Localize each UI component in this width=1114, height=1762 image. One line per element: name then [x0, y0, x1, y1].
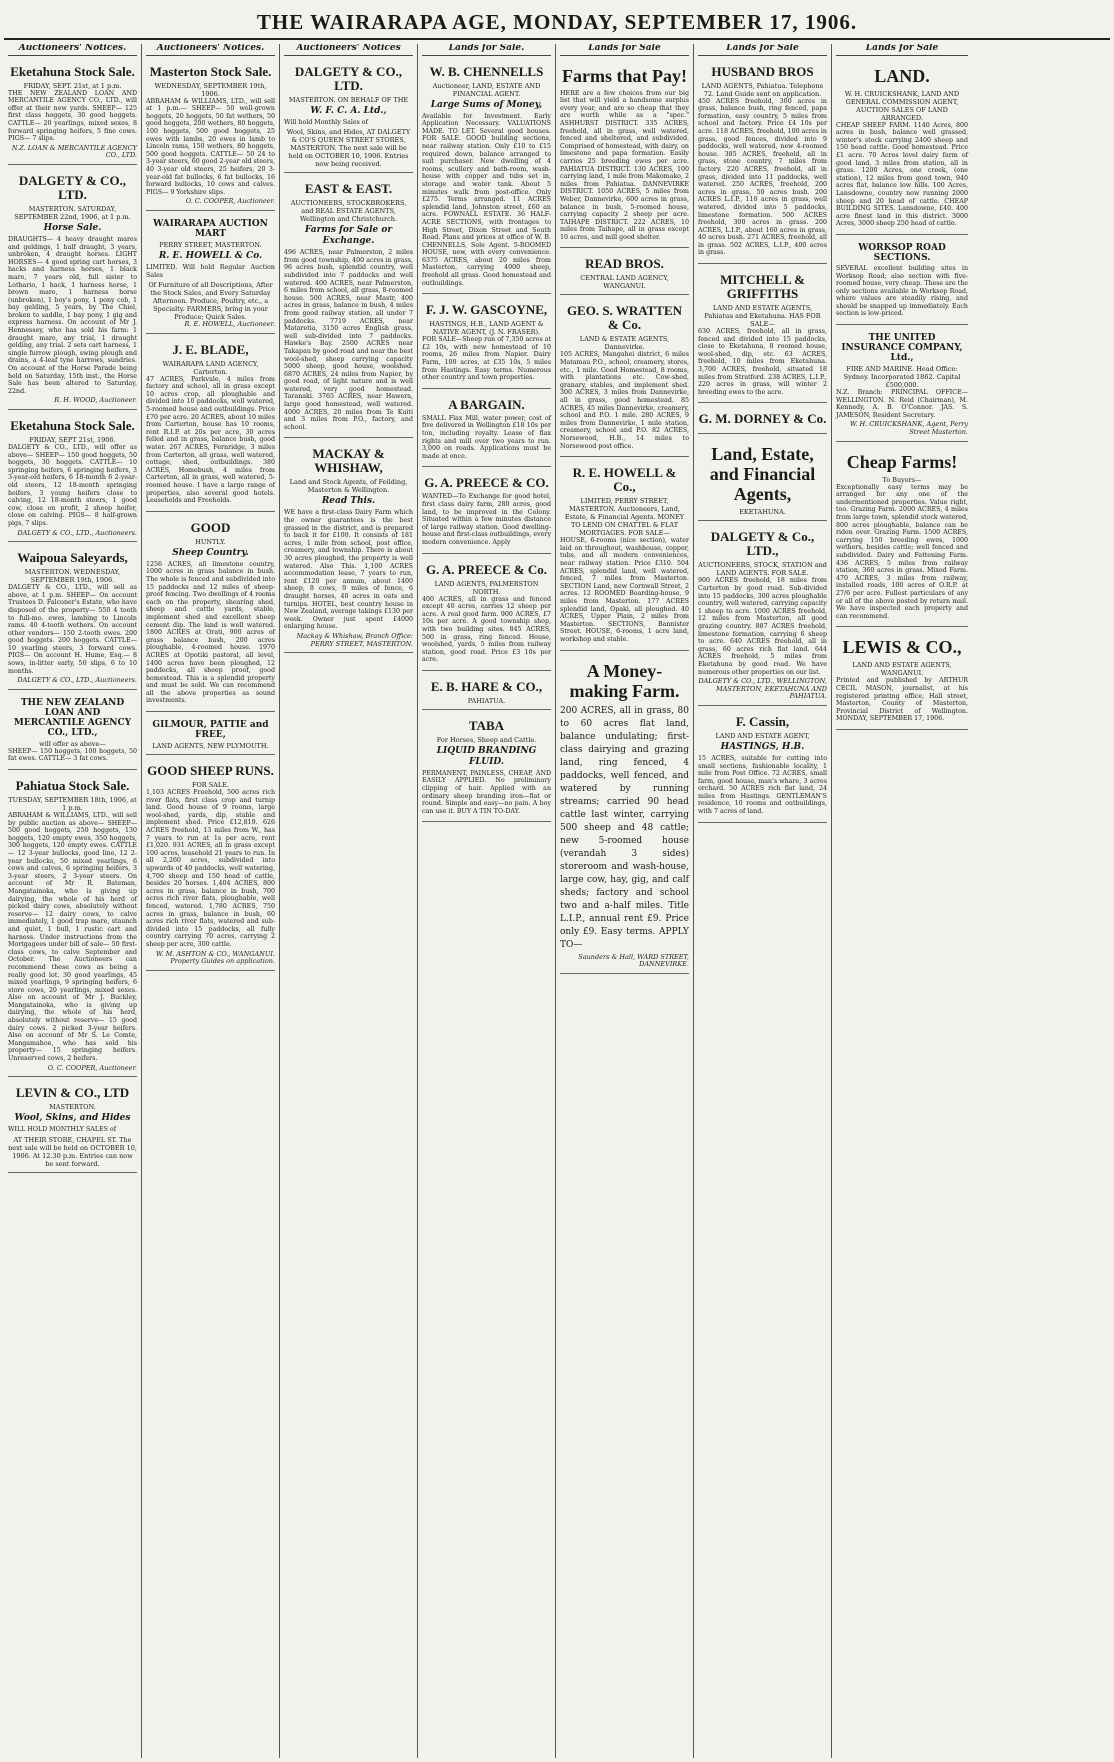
- advertisement: [836, 328, 968, 442]
- column-header: Lands for Sale: [698, 44, 827, 56]
- ad-signature: O. C. COOPER, Auctioneer.: [47, 1063, 137, 1072]
- advertisement: [146, 337, 275, 512]
- ad-subtitle: FIRE AND MARINE. Head Office: Sydney. Incorporated 1862. Capital £500,000.: [843, 365, 961, 390]
- ad-subtitle: LAND AND ESTATE AGENT,: [715, 731, 810, 740]
- ad-subtitle: TUESDAY, SEPTEMBER 18th, 1906, at 1 p.m.: [8, 796, 137, 813]
- ad-subtitle: will offer as above—: [39, 739, 106, 748]
- ad-body-text: HERE are a few choices from our big list that will yield a handsome surplus every year, and are so cheap that they are worth while as a "spec." ASHHURST DISTRICT. 335 ACRES, freehold, all in grass, well watered, fenced and sheltered, and subdivided. Comprised of homestead, with dairy, on limestone and papa formation. Easily carries 25 breeding ewes per acre. PAHIATUA DISTRICT. 130 ACRES, 100 carrying land, 1 mile from Makomako, 2 miles from Pahiatua. DANNEVIRKE DISTRICT. 1050 ACRES, 5 miles from Weber, Dannevirke, 600 acres in grass, balance in bush, 5-roomed house, carrying capacity 2 sheep per acre. TAIHAPE DISTRICT. 222 ACRES, 10 miles from Taihape, all in grass except 10 acres, and mill good shelter.: [560, 89, 689, 241]
- ad-title: G. M. DORNEY & Co.: [698, 411, 827, 427]
- column-header: Auctioneers' Notices.: [146, 44, 275, 56]
- ad-heading: Farms that Pay!: [562, 65, 687, 86]
- advertisement: [8, 413, 137, 542]
- ad-heading: Large Sums of Money,: [430, 99, 543, 110]
- column-2: [142, 44, 280, 1758]
- ad-title: MACKAY & WHISHAW,: [312, 446, 385, 476]
- ad-heading: Wool, Skins, and Hides: [14, 1113, 131, 1124]
- ad-body-text: 1,103 ACRES Freehold, 500 acres rich river flats, first class crop and turnip land. Good house of 9 rooms, large wool-shed, yards, dip, stable and implement shed. Price £12,819. 626 ACRES freehold, 13 miles from W., has 7 years to run at 1s per acre, rent £1,020. 931 ACRES, all in grass except 100 acres, leasehold 21 years to run. In all 2,260 acres, subdivided into upwards of 40 paddocks, well watering, 4,700 sheep and 150 head of cattle, besides 20 horses. 1,404 ACRES, 800 acres in grass, balance in bush, 700 acres rich river flats, ploughable, well fenced, watered. 1,780 ACRES, 750 acres in grass, balance in bush, 60 acres rich river flats, watered and sub-divided into 15 paddocks, all fully country carrying 70 acres, carrying 2 sheep per acre, 300 cattle.: [146, 789, 275, 948]
- ad-body-text: DRAUGHTS— 4 heavy draught mares and geldings, 1 half draught, 3 years, unbroken, 4 draught horses. LIGHT HORSES— 4 good spring cart horses, 3 hacks and harness horses, 1 black mare, 7 years old, full sister to Lothario, 1 hack, 1 harness horse, 1 brown mare, 1 harness horse (unbroken), 1 boy's pony, 1 pony cob, 1 bay gelding, 5 years, by The Chiel, broken to saddle, 1 bay pony, 1 gig and express harness. On account of Mr J. Hennessey, who has sold his farm: 1 draught mare, any trial, 1 draught gelding, any trial. 2 sets cart harness, 1 single furrow plough, swing plough and drains, a 4-leaf tyne harrows, sundries. On account of the Horse Parade being held on Saturday, 15th inst., the Horse Sale has been altered to Saturday, 22nd.: [8, 235, 137, 395]
- ad-title: THE UNITED INSURANCE COMPANY, Ltd.,: [841, 333, 963, 364]
- ad-subtitle: AUCTIONEERS, STOCKBROKERS, and REAL ESTATE AGENTS, Wellington and Christchurch.: [290, 199, 407, 224]
- ad-body-text: 1256 ACRES, all limestone country, 1000 acres in grass balance in bush. The whole is fenced and subdivided into 15 paddocks and 12 miles of sheep-proof fencing. Two dwellings of 4 rooms each on the property, shearing shed, sheep and cattle yards, stable, implement shed and excellent sheep cement dip. The land is well watered. 1800 ACRES at Orati, 900 acres of grass balance bush, 200 acres ploughable, 4-roomed house. 1970 ACRES at Opotiki pastoral, all level, 1400 acres have been ploughed, 12 paddocks, all sheep proof, good homestead. This is a splendid property and must be sold. We can recommend all the above properties as sound investments.: [146, 560, 275, 705]
- ad-signature: R. E. HOWELL, Auctioneer.: [184, 320, 275, 329]
- ad-title: DALGETY & Co., LTD.,: [710, 529, 815, 559]
- advertisement: [284, 59, 413, 174]
- ad-title: F. Cassin,: [735, 713, 790, 729]
- advertisement: [8, 59, 137, 165]
- column-6: [694, 44, 832, 1758]
- column-header: Auctioneers' Notices: [284, 44, 413, 56]
- ad-body-text: 15 ACRES, suitable for cutting into small sections, fashionable locality, 1 mile from Post Office. 72 ACRES, small farm, good house, man's whare, 3 acres orchard. 50 ACRES rich flat land, 24 miles from Hastings. GENTLEMAN'S residence, 10 rooms and outbuildings, with 7 acres of land.: [698, 754, 827, 816]
- ad-subtitle: MASTERTON. WEDNESDAY, SEPTEMBER 19th, 1906.: [24, 568, 121, 585]
- ad-title: J. E. BLADE,: [172, 341, 249, 357]
- ad-heading: Farms for Sale or Exchange.: [304, 225, 393, 247]
- ad-subtitle: FOR SALE.: [191, 781, 230, 790]
- advertisement: [284, 441, 413, 653]
- ad-body-text: N.Z. Branch: PRINCIPAL OFFICE—WELLINGTON. N. Reid (Chairman), M. Kennedy, A. B. O'Connor. JAS. S. JAMESON, Resident Secretary.: [836, 389, 968, 419]
- ad-title: W. B. CHENNELLS: [429, 63, 544, 79]
- ad-title: Eketahuna Stock Sale.: [10, 63, 135, 79]
- advertisement: [698, 524, 827, 706]
- advertisement: [698, 437, 827, 521]
- ad-heading: LEWIS & CO.,: [842, 637, 962, 658]
- ad-subtitle: HASTINGS, H.B., LAND AGENT & NATIVE AGENT, (J. N. FRASER).: [429, 320, 544, 337]
- ad-subtitle: FRIDAY, SEPT 21st, 1906.: [29, 436, 116, 444]
- ad-extra-text: AT THEIR STORE, CHAPEL ST. The next sale will be held on OCTOBER 10, 1906. At 12.30 p.m. Entries can now be sent forward.: [8, 1135, 137, 1168]
- ad-heading: Land, Estate, and Financial Agents,: [709, 444, 816, 505]
- ad-body-text: Available for Investment. Early Application Necessary. VALUATIONS MADE. TO LET. Several good houses. FOR SALE. GOOD building sections, near railway station. Only £10 to £15 required down, balance arranged to suit purchaser. New dwelling of 4 rooms, scullery and bath-room, wash-house with copper and tubs set in, storage and water tank. About 5 minutes walk from post-office. Only £275. Terms arranged. 11 ACRES splendid land, Johnston street, £60 an acre. FOWNALL ESTATE. 36 HALF-ACRE SECTIONS, with frontages to High Street, Dixon Street and South Road. Plans and prices at office of W. B. CHENNELLS, Sole Agent. 5-ROOMED HOUSE, new, with every convenience. 6375 ACRES, about 20 miles from Masterton, carrying 4000 sheep, freehold all grass. Good homestead and outbuildings.: [422, 112, 551, 287]
- ad-subtitle: MASTERTON.: [49, 1103, 96, 1112]
- advertisement: [146, 214, 275, 334]
- ad-body-text: SEVERAL excellent building sites in Worksop Road; also section with five-roomed house, very cheap. These are the only sections available in Worksop Road, where values are steadily rising, and should be snapped up immediately. Each section is low-priced.: [836, 264, 968, 318]
- ad-body-text: FOR SALE—Sheep run of 7,350 acres at £2 10s, with new homestead of 10 rooms, 26 miles from Napier. Dairy Farm, 100 acres, at £35 10s, 5 miles from Hastings. Easy terms. Numerous other country and town properties.: [422, 336, 551, 382]
- ad-subtitle: For Horses, Sheep and Cattle.: [436, 735, 537, 744]
- advertisement: [422, 557, 551, 671]
- advertisement: [422, 392, 551, 468]
- column-header: Auctioneers' Notices.: [8, 44, 137, 56]
- ad-body-text: ABRAHAM & WILLIAMS, LTD., will sell at 1 p.m.— SHEEP— 50 well-grown hoggets, 20 hoggets, 50 fat wethers, 50 good hoggets, 200 wethers, 80 hoggets, 100 hoggets, 500 good hoggets, 25 ewes with lambs, 20 ewes in lamb to Lincoln rams, 150 wethers, 80 hoggets, 500 good hoggets. CATTLE— 50 24 to 3-year steers, 60 good 2-year old steers, 40 3-year old steers, 25 heifers, 20 3-year-old fat bullocks, 6 fat bullocks, 16 forward bullocks, 10 cows and calves. PIGS— 9 Yorkshire slips.: [146, 97, 275, 196]
- advertisement: [8, 1080, 137, 1173]
- ad-subtitle: EKETAHUNA.: [739, 508, 786, 517]
- advertisement: [8, 545, 137, 690]
- ad-subtitle: FRIDAY, SEPT. 21st, at 1 p.m.: [23, 81, 122, 90]
- advertisement: [422, 713, 551, 823]
- ad-subtitle: LAND AGENTS, NEW PLYMOUTH.: [152, 742, 269, 751]
- ad-heading: Horse Sale.: [43, 222, 102, 233]
- ad-subtitle: PERRY STREET, MASTERTON.: [159, 240, 262, 249]
- ad-title: MITCHELL & GRIFFITHS: [720, 272, 805, 302]
- ad-body-text: SHEEP— 150 hoggets, 100 hoggets, 50 fat ewes. CATTLE— 3 fat cows.: [8, 747, 137, 763]
- ad-title: E. B. HARE & CO.,: [430, 678, 543, 694]
- ad-extra-text: Of Furniture of all Descriptions, After the Stock Sales, and Every Saturday Afternoon. Produce, Poultry, etc., a Specialty. FARMERS, bring in your Produce; Quick Sales.: [148, 281, 273, 322]
- ad-signature: W. H. CRUICKSHANK, Agent, Perry Street Masterton.: [849, 420, 968, 437]
- advertisement: [560, 59, 689, 249]
- ad-heading: R. E. HOWELL & Co.: [158, 250, 263, 261]
- advertisement: [8, 168, 137, 410]
- advertisement: [698, 59, 827, 264]
- advertisement: [836, 630, 968, 730]
- advertisement: [146, 715, 275, 755]
- ad-signature: R. H. WOOD, Auctioneer.: [54, 396, 137, 405]
- ad-subtitle: To Buyers—: [882, 475, 922, 484]
- ad-signature: O. C. COOPER, Auctioneer.: [185, 197, 275, 206]
- advertisement: [8, 693, 137, 770]
- ad-title: TABA: [468, 717, 505, 733]
- ad-heading: W. F. C. A. Ltd.,: [310, 105, 387, 116]
- advertisement: [836, 445, 968, 628]
- ad-body-text: DALGETY & CO., LTD., will offer as above— SHEEP— 150 good hoggets, 50 hoggets, 30 hoggets. CATTLE— 10 springing heifers, 6 springing heifers, 3 3-year-old heifers, 6 18-month 6 2-year-old steers, 12 18-month springing heifers, 3 young heifers close to calving, 12 18-month steers, 1 good cow, close on profit, 2 sheep heifer, close on calving. PIGS— 8 half-grown pigs, 7 slips.: [8, 444, 137, 527]
- advertisement: [146, 758, 275, 971]
- ad-body-text: ABRAHAM & WILLIAMS, LTD., will sell by public auction as above— SHEEP— 500 good hoggets, 250 hoggets, 130 hoggets, 120 empty ewes, 350 hoggets, 300 hoggets, 120 empty ewes. CATTLE— 12 3-year bullocks, good line, 12 2-year bullocks, 50 mixed yearlings, 6 cows and calves, 6 springing heifers, 3 3-year steers, 2 3-year steers. On account of Mr R. Bateman, Mangatainoka, who is giving up dairying, the whole of his herd of picked dairy cows, absolutely without reserve— 12 dairy cows, to calve immediately, 1 good trap mare, staunch and quiet, 1 bull, 1 rustic cart and harness. Under instructions from the Mortgagees under bill of sale— 50 first-class cows, to calve September and October. The Auctioneers can recommend these cows as being a really good lot. 30 good yearlings, 45 mixed yearlings, 9 springing heifers, 6 store cows, 20 yearlings, mixed sexes. Also on account of Mr J. Buckley, Mangatainoka, who is giving up dairying, the whole of his herd, absolutely without reserve— 15 good dairy cows. 2 picked 3-year heifers. Also on account of Mr S. Le Comte, Mangamahoe, who has sold his property— 15 springing heifers. Unreserved cows, 2 heifers.: [8, 812, 137, 1063]
- ad-body-text: THE NEW ZEALAND LOAN AND MERCANTILE AGENCY CO., LTD., will offer at their new yards. SHEEP— 125 first class hoggets, 30 good hoggets. CATTLE— 20 yearlings, mixed sexes, 8 forward springing heifers, 5 fine cows. PIGS— 7 slips.: [8, 89, 137, 143]
- ad-subtitle: PAHIATUA.: [467, 696, 506, 705]
- ad-subtitle: HUNTLY.: [195, 537, 226, 546]
- ad-title: GOOD: [190, 519, 231, 535]
- ad-title: WORKSOP ROAD SECTIONS.: [858, 242, 946, 263]
- ad-subtitle: MASTERTON. SATURDAY, SEPTEMBER 22nd, 1906, at 1 p.m.: [14, 204, 131, 221]
- ad-subtitle: LAND AGENTS, Pahiatua. Telephone 72. Land Guide sent on application.: [701, 81, 824, 98]
- ad-title: Masterton Stock Sale.: [149, 63, 272, 79]
- ad-signature: Mackay & Whishaw, Branch Office: PERRY STREET, MASTERTON.: [296, 631, 413, 648]
- ad-signature: DALGETY & CO., LTD., WELLINGTON, MASTERTON, EKETAHUNA AND PAHIATUA.: [698, 677, 827, 701]
- ad-signature: N.Z. LOAN & MERCANTILE AGENCY CO., LTD.: [11, 143, 137, 160]
- masthead-rule: [4, 38, 1110, 40]
- ad-title: Eketahuna Stock Sale.: [10, 418, 135, 433]
- ad-heading: HASTINGS, H.B.: [720, 741, 805, 752]
- ad-subtitle: W. H. CRUICKSHANK, LAND AND GENERAL COMMISSION AGENT, AUCTION SALES OF LAND ARRANGED.: [844, 89, 960, 122]
- ad-subtitle: MASTERTON. ON BEHALF OF THE: [288, 95, 409, 104]
- ad-body-text: Exceptionally easy terms may be arranged for any one of the undermentioned properties. Value right, too. Grazing Farm. 2000 ACRES, 4 miles from large town, splendid stock watered, 800 acres ploughable, balance can be riden over. Grazing Farm. 1500 ACRES, carrying 150 breeding ewes, 1000 wethers, besides cattle; well fenced and subdivided. Dairy and Fattening Farm. 436 ACRES, 5 miles from railway station, 360 acres in grass. Mixed Farm. 470 ACRES, 3 miles from railway, installed roads, 100 acres of O.R.P. at 27/6 per acre. Fullest particulars of any or all of the above posted by return mail. We have inspected each property and can recommend.: [836, 483, 968, 620]
- ad-body-text: PERMANENT, PAINLESS, CHEAP, AND EASILY APPLIED. No preliminary clipping of hair. Applied with an ordinary sheep branding iron—flat or round. Simple and easy—no pain. A boy can use it. BUY A TIN TO-DAY.: [422, 769, 551, 815]
- advertisement: [146, 515, 275, 712]
- ad-subtitle: LIMITED, PERRY STREET, MASTERTON. Auctioneers, Land, Estate, & Financial Agents. MONEY TO LEND ON CHATTEL & FLAT MORTGAGES. FOR SALE—: [564, 497, 685, 538]
- ad-subtitle: LAND AND ESTATE AGENTS, Pahiatua and Eketahuna. HAS FOR SALE—: [704, 304, 821, 329]
- advertisement: [836, 238, 968, 325]
- ad-body-text: 105 ACRES, Mangahei district, 6 miles Matamau P.O., school, creamery, stores, etc., 1 mile. Good Homestead, 8 rooms, with plantations etc. Cow-shed, granary, stables, and implement shed. 300 ACRES, 3 miles from Dannevirke, all in grass, good homestead. 85 ACRES, 45 miles Dannevirke, creamery, school and P.O. 1 mile. 280 ACRES, 9 miles from Dannevirke, 1 mile station, creamery, school and P.O. 82 ACRES, Norsewood, H.B., 14 miles to Norsewood post office.: [560, 351, 689, 450]
- ad-heading: LAND.: [874, 65, 930, 86]
- ad-body-text: LIMITED. Will hold Regular Auction Sales: [146, 263, 275, 279]
- ad-body-text: SMALL Flax Mill, water power, cost of five delivered in Wellington £18 10s per ton, including royalty. Lease of flax rights and mill over two years to run. 3,000 on roads. Applications must be made at once.: [422, 414, 551, 460]
- ad-title: Waipoua Saleyards,: [17, 550, 128, 566]
- ad-body-text: 400 ACRES, all in grass and fenced except 40 acres, carries 12 sheep per acre. A real good farm. 900 ACRES, £7 10s per acre. A good township shop, with two building sites. 845 ACRES, 500 in grass, ring fenced. House, woolshed, yards, 5 miles from railway station, good road. Price £3 10s per acre.: [422, 595, 551, 664]
- ad-subtitle: WAIRARAPA LAND AGENCY, Carterton.: [162, 359, 259, 376]
- ad-title: Pahiatua Stock Sale.: [15, 778, 130, 794]
- advertisement: [698, 267, 827, 403]
- advertisement: [560, 251, 689, 295]
- ad-subtitle: CENTRAL LAND AGENCY, WANGANUI.: [580, 274, 669, 291]
- ad-body-text: DALGETY & CO., LTD., will sell as above, at 1 p.m. SHEEP— On account Trustees D. Falconer's Estate, who have disposed of the property— 550 4 tooth to full-mo. ewes, lambing to Lincoln rams. 40 4-tooth wethers. On account other vendors— 150 2-tooth ewes. 200 good hoggets. 200 hoggets. CATTLE— 10 yearling steers, 3 forward cows. PIGS— On account H. Hume, Esq.— 8 sows, in-litter early, 50 slips, 6 to 10 months.: [8, 584, 137, 675]
- advertisement: [422, 297, 551, 389]
- ad-title: THE NEW ZEALAND LOAN AND MERCANTILE AGENCY CO., LTD.,: [13, 697, 132, 738]
- ad-title: R. E. HOWELL & Co.,: [572, 465, 677, 495]
- ad-title: HUSBAND BROS: [711, 63, 814, 79]
- ad-extra-text: Wool, Skins, and Hides, AT DALGETY & CO'S QUEEN STREET STORES, MASTERTON. The next sale will be held on OCTOBER 10, 1906. Entries now being received.: [286, 128, 411, 169]
- column-header: Lands for Sale.: [422, 44, 551, 56]
- ad-body-text: Will hold Monthly Sales of: [284, 118, 368, 126]
- advertisement: [698, 709, 827, 823]
- advertisement: [560, 654, 689, 974]
- advertisement: [284, 176, 413, 438]
- ad-title: WAIRARAPA AUCTION MART: [153, 218, 268, 239]
- ad-body-text: 630 ACRES, freehold, all in grass, fenced and divided into 15 paddocks, close to Eketahuna, 8 roomed house, wool-shed, dip, etc. 63 ACRES, freehold, 10 miles from Eketahuna. 3,700 ACRES, freehold, situated 18 miles from Stratford. 238 ACRES, L.I.P., 220 acres in grass, will winter 2 breeding ewes to the acre.: [698, 328, 827, 396]
- advertisement: [422, 674, 551, 710]
- ad-subtitle: LAND & ESTATE AGENTS, Dannevirke.: [579, 335, 670, 352]
- ad-body-text: 900 ACRES freehold, 18 miles from Carterton by good road. Sub-divided into 15 paddocks, 300 acres ploughable country, well watered, carrying capacity 1 sheep to acre. 1000 ACRES freehold, 12 miles from Masterton, all good grazing country. 887 ACRES freehold, limestone formation, carrying 6 sheep to acre. 640 ACRES freehold, all in grass, 60 acres rich flat land. 644 ACRES freehold, 5 miles from Eketahuna by good road. We have numerous other properties on our list.: [698, 577, 827, 676]
- ad-title: G. A. PREECE & Co.: [426, 561, 547, 577]
- ad-body-text: 450 ACRES freehold, 300 acres in grass, balance bush, ring fenced, papa formation, easy country, 5 miles from school and factory. Price £4 10s per acre. 118 ACRES, freehold, 100 acres in grass, good fences, divided into 9 paddocks, well watered, new 4-roomed house. 385 ACRES, freehold, all in grass, stone country, 7 miles from factory. 220 ACRES, freehold, all in grass, divided into 11 paddocks, well watered. 250 ACRES, freehold, 200 acres in grass, 50 acres bush. 200 ACRES L.I.P., 110 acres in grass, well watered, divided into 5 paddocks, limestone formation. 500 ACRES freehold, 300 acres in grass. 200 ACRES, L.I.P., about 160 acres in grass, 40 acres bush. 271 ACRES, freehold, all in grass. 502 ACRES, L.I.P., 400 acres in grass.: [698, 97, 827, 257]
- ad-body-text: 200 ACRES, all in grass, 80 to 60 acres flat land, balance undulating; first-class dairying and grazing land, ring fenced, 4 paddocks, well fenced, and watered by running streams; carried 90 head cattle last winter, carrying 500 sheep and 48 cattle; new 5-roomed house (verandah 3 sides) storeroom and wash-house, large cow, hay, gig, and calf sheds; factory and school two and a-half miles. Title L.I.P., annual rent £9. Price only £9. Easy terms. APPLY TO—: [560, 705, 689, 950]
- ad-title: GOOD SHEEP RUNS.: [147, 763, 274, 779]
- ad-title: DALGETY & CO., LTD.: [18, 172, 127, 202]
- ad-heading: A Money-making Farm.: [569, 660, 680, 701]
- ad-heading: LIQUID BRANDING FLUID.: [436, 745, 537, 767]
- ad-signature: Saunders & Hall, WARD STREET, DANNEVIRKE.: [578, 952, 689, 969]
- ad-title: GEO. S. WRATTEN & Co.: [566, 303, 683, 333]
- column-container: [4, 44, 1110, 1758]
- ad-heading: Sheep Country.: [172, 547, 249, 558]
- ad-subtitle: LAND AND ESTATE AGENTS, WANGANUI.: [852, 661, 952, 678]
- advertisement: [8, 773, 137, 1077]
- masthead: THE WAIRARAPA AGE, MONDAY, SEPTEMBER 17, 1906.: [256, 10, 858, 34]
- ad-title: G. A. PREECE & CO.: [424, 475, 549, 491]
- ad-title: A BARGAIN.: [448, 396, 525, 412]
- ad-signature: DALGETY & CO., LTD., Auctioneers.: [17, 528, 137, 537]
- ad-body-text: WE have a first-class Dairy Farm which the owner guarantees is the best grassed in the district, and is prepared to back it for £100. It consists of 181 acres, 1 mile from school, post office, creamery, and township. There is about 30 acres ploughed, the property is well watered. Also This. 1,100 ACRES accommodation lease, 7 years to run, rent £120 per annum, about 1400 sheep, 8 cows, 9 miles of fence, 6 draught horses, 40 acres in oats and turnips. HOTEL, best country house in New Zealand, average takings £130 per week. Owner just spent £4000 enlarging house.: [284, 509, 413, 631]
- ad-subtitle: Land and Stock Agents, of Feilding, Masterton & Wellington.: [289, 478, 408, 495]
- ad-body-text: WANTED—To Exchange for good hotel, first class dairy farm, 280 acres, good land, to be improved in the Colony. Situated within a few minutes distance of large railway station. Good dwelling-house and first-class outbuildings, every modern convenience. Apply: [422, 493, 551, 546]
- column-3: [280, 44, 418, 1758]
- column-5: [556, 44, 694, 1758]
- advertisement: [560, 460, 689, 650]
- column-1: [4, 44, 142, 1758]
- ad-subtitle: AUCTIONEERS, STOCK, STATION and LAND AGENTS. FOR SALE.: [698, 561, 827, 578]
- ad-body-text: Printed and published by ARTHUR CECIL MASON, journalist, at his registered printing office, Hall street, Masterton, County of Masterton, Provincial District of Wellington. MONDAY, SEPTEMBER 17, 1906.: [836, 677, 968, 723]
- column-header: Lands for Sale: [836, 44, 968, 56]
- ad-signature: W. M. ASHTON & CO., WANGANUI. Property Guides on application.: [155, 949, 275, 966]
- ad-title: F. J. W. GASCOYNE,: [425, 302, 548, 318]
- advertisement: [698, 406, 827, 434]
- advertisement: [146, 59, 275, 211]
- ad-title: READ BROS.: [585, 256, 664, 272]
- ad-body-text: HOUSE, 6-rooms (nice section), water laid on throughout, washhouse, copper, tubs, and all modern conveniences, near railway station. Price £310. 504 ACRES, splendid land, well watered, fenced, 7 miles from Masterton. SECTION Land, new Cornwall Street, 2 acres. 12 ROOMED Boarding-house, 9 miles from Masterton. 177 ACRES splendid land, Opaki, all ploughed. 40 ACRES, Upper Plain, 2 miles from Masterton. SECTIONS, Bannister Street. HOUSE, 6-rooms, 1 acre land, workshop and stable.: [560, 537, 689, 643]
- ad-title: EAST & EAST.: [304, 181, 393, 197]
- ad-title: LEVIN & CO., LTD: [15, 1085, 130, 1101]
- advertisement: [836, 59, 968, 235]
- ad-body-text: WILL HOLD MONTHLY SALES of: [8, 1126, 117, 1134]
- ad-subtitle: WEDNESDAY, SEPTEMBER 19th, 1906.: [154, 81, 267, 98]
- ad-subtitle: Auctioneer, LAND, ESTATE AND FINANCIAL AGENT.: [432, 81, 541, 98]
- column-header: Lands for Sale: [560, 44, 689, 56]
- ad-heading: Read This.: [321, 496, 376, 507]
- advertisement: [422, 470, 551, 553]
- advertisement: [422, 59, 551, 295]
- ad-heading: Cheap Farms!: [846, 451, 958, 472]
- ad-signature: DALGETY & CO., LTD., Auctioneers.: [17, 676, 137, 685]
- column-4: [418, 44, 556, 1758]
- ad-title: DALGETY & CO., LTD.: [294, 63, 403, 93]
- ad-body-text: 47 ACRES, Parkvale, 4 miles from factory and school, all in grass except 10 acres crop, all ploughable and divided into 10 paddocks, well watered, 5-roomed house and outbuildings. Price £70 per acre. 20 ACRES, about 10 miles from Carterton, house has 10 rooms, rent R.I.P. at 20s per acre, 30 acres felled and in grass, balance bush, good water. 267 ACRES, Fernridge, 3 miles from Carterton, all grass, well watered, cottage, shed, outbuildings. 380 ACRES, Homebush, 4 miles from Carterton, all in grass, well watered, 5-roomed house. I have a large range of properties, also several good hotels. Leaseholds and Freeholds.: [146, 375, 275, 505]
- advertisement: [560, 298, 689, 457]
- ad-body-text: CHEAP SHEEP FARM. 1140 Acres, 800 acres in bush, balance well grassed, winter's stock carrying 2400 sheep and 150 head cattle. Good homestead. Price £1 acre. 70 Acres level dairy farm of good land, 3 miles from station, all in grass. 1200 Acres, one creek, (one station), 12 miles from good town, 940 acres flat, balance low hills. 100 Acres, Lansdowne, country now running 2000 sheep and 20 head of cattle. CHEAP BUILDING SITES. Lansdowne, £40. 400 acre finest land in this district. 3000 Acres, 3000 sheep 250 head of cattle.: [836, 121, 968, 228]
- column-7: [832, 44, 972, 1758]
- ad-body-text: 496 ACRES, near Palmerston, 2 miles from good township, 400 acres in grass, 96 acres bush, splendid country, well subdivided into 7 paddocks and well watered. 400 ACRES, near Palmerston, 6 miles from school, all grass, 8-roomed house. 500 ACRES, near Mastr, 400 acres in grass, balance in bush, 4 miles from good railway station, all under 7 paddocks. 7719 ACRES, near Mataretia, 3150 acres English grass, well sub-divided into 7 paddocks. Hawke's Bay. 2500 ACRES near Takapau by good road and near the best wool-shed, sheep carrying capacity 5000 sheep, good house, woolshed. 6870 ACRES, 24 miles from Napier, by good road, of light nature and is well watered, very good homestead. Taranaki. 3765 ACRES, near Hawera, large good homestead, well watered. 4000 ACRES, 20 miles from Te Kuiti and 3 miles from P.O., factory, and school.: [284, 249, 413, 431]
- ad-subtitle: LAND AGENTS, PALMERSTON NORTH.: [434, 579, 539, 596]
- ad-title: GILMOUR, PATTIE and FREE,: [152, 720, 269, 741]
